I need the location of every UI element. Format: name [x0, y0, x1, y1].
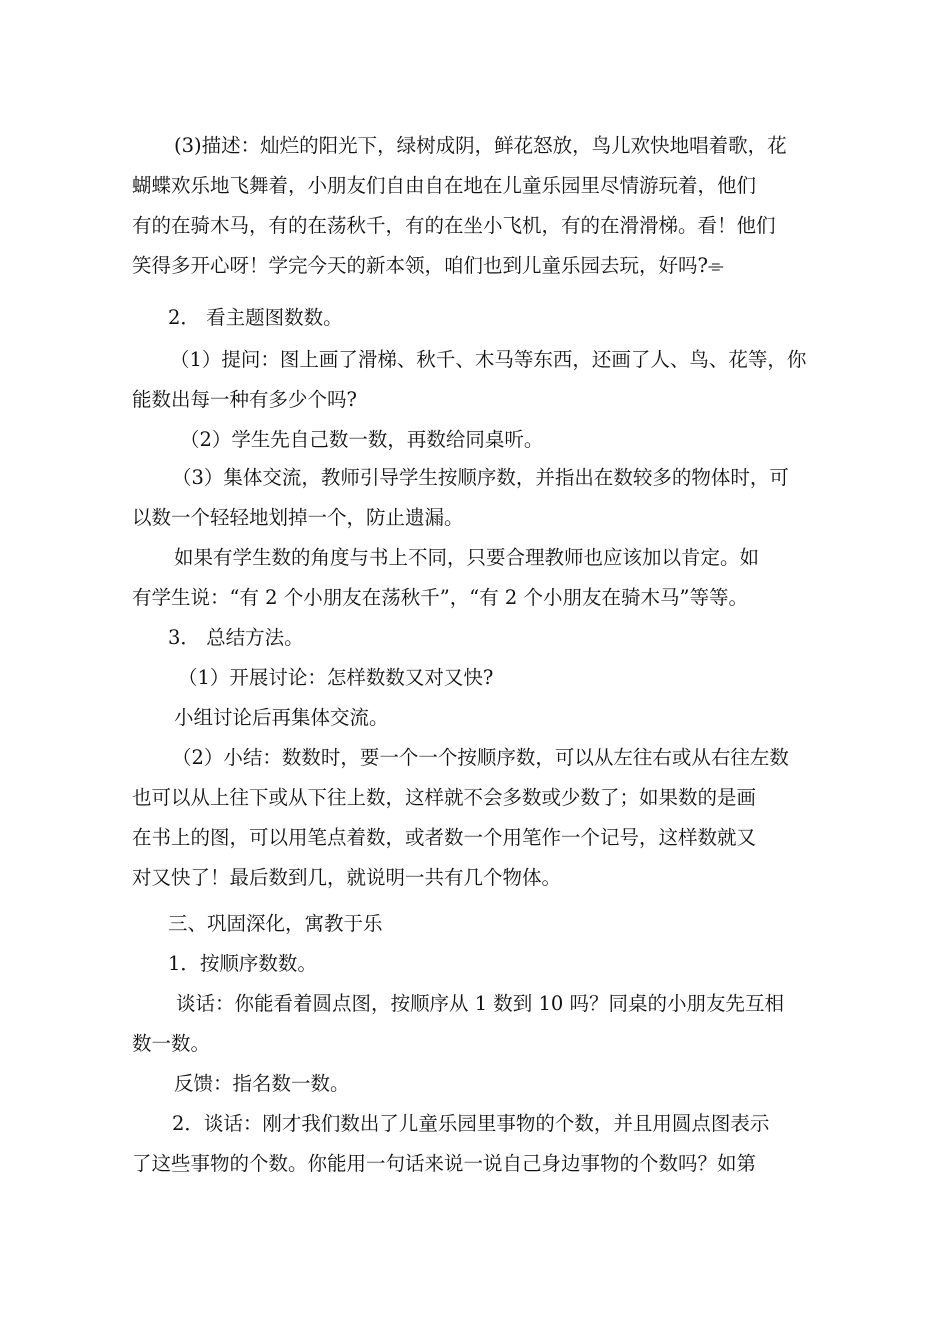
section-heading-1 — [0, 944, 950, 984]
text-line: 笑得多开心呀！学完今天的新本领，咱们也到儿童乐园去玩，好吗?⌯ — [132, 254, 724, 277]
text-line: 以数一个轻轻地划掉一个，防止遗漏。 — [132, 506, 464, 529]
paragraph-small-group — [0, 698, 950, 738]
paragraph-group-exchange — [0, 458, 950, 538]
text-line: （1）提问：图上画了滑梯、秋千、木马等东西，还画了人、鸟、花等，你 — [170, 348, 807, 371]
paragraph-summary — [0, 738, 950, 898]
text-line: 有的在骑木马，有的在荡秋千，有的在坐小飞机，有的在滑滑梯。看！他们 — [132, 214, 776, 237]
paragraph-question — [0, 340, 950, 420]
text-line: 谈话：你能看着圆点图，按顺序从 1 数到 10 吗？同桌的小朋友先互相 — [176, 992, 785, 1015]
text-line: 在书上的图，可以用笔点着数，或者数一个用笔作一个记号，这样数就又 — [132, 826, 757, 849]
section-heading-iii — [0, 904, 950, 944]
text-line: 2．谈话：刚才我们数出了儿童乐园里事物的个数，并且用圆点图表示 — [172, 1112, 770, 1135]
text-line: （2）学生先自己数一数，再数给同桌听。 — [180, 428, 544, 451]
paragraph-talk-dots — [0, 984, 950, 1064]
text-line: （1）开展讨论：怎样数数又对又快? — [178, 666, 494, 689]
heading-text: 2． 看主题图数数。 — [168, 306, 343, 329]
paragraph-discussion — [0, 658, 950, 698]
paragraph-count-self — [0, 420, 950, 460]
text-line: 反馈：指名数一数。 — [174, 1072, 350, 1095]
text-line: 对又快了！最后数到几，就说明一共有几个物体。 — [132, 866, 562, 889]
heading-text: 3． 总结方法。 — [168, 626, 304, 649]
text-line: （3）集体交流，教师引导学生按顺序数，并指出在数较多的物体时，可 — [172, 466, 789, 489]
text-line: 能数出每一种有多少个吗? — [132, 388, 357, 411]
text-line: 了这些事物的个数。你能用一句话来说一说自己身边事物的个数吗？如第 — [132, 1152, 757, 1175]
text-line: 蝴蝶欢乐地飞舞着，小朋友们自由自在地在儿童乐园里尽情游玩着，他们 — [132, 174, 757, 197]
text-line: 也可以从上往下或从下往上数，这样就不会多数或少数了；如果数的是画 — [132, 786, 757, 809]
section-heading-3 — [0, 618, 950, 658]
text-line: 有学生说：“有 2 个小朋友在荡秋千”，“有 2 个小朋友在骑木马”等等。 — [132, 586, 748, 609]
text-line: 如果有学生数的角度与书上不同，只要合理教师也应该加以肯定。如 — [174, 546, 760, 569]
paragraph-describe — [0, 126, 950, 286]
text-line: 小组讨论后再集体交流。 — [174, 706, 389, 729]
text-line: （2）小结：数数时，要一个一个按顺序数，可以从左往右或从右往左数 — [172, 746, 789, 769]
heading-text: 三、巩固深化，寓教于乐 — [168, 912, 383, 935]
paragraph-talk-surroundings — [0, 1104, 950, 1184]
section-heading-2 — [0, 298, 950, 338]
paragraph-feedback — [0, 1064, 950, 1104]
text-line: 数一数。 — [132, 1032, 211, 1055]
paragraph-different-angle — [0, 538, 950, 618]
text-line: (3)描述：灿烂的阳光下，绿树成阴，鲜花怒放，鸟儿欢快地唱着歌，花 — [174, 134, 787, 157]
heading-text: 1．按顺序数数。 — [168, 952, 317, 975]
